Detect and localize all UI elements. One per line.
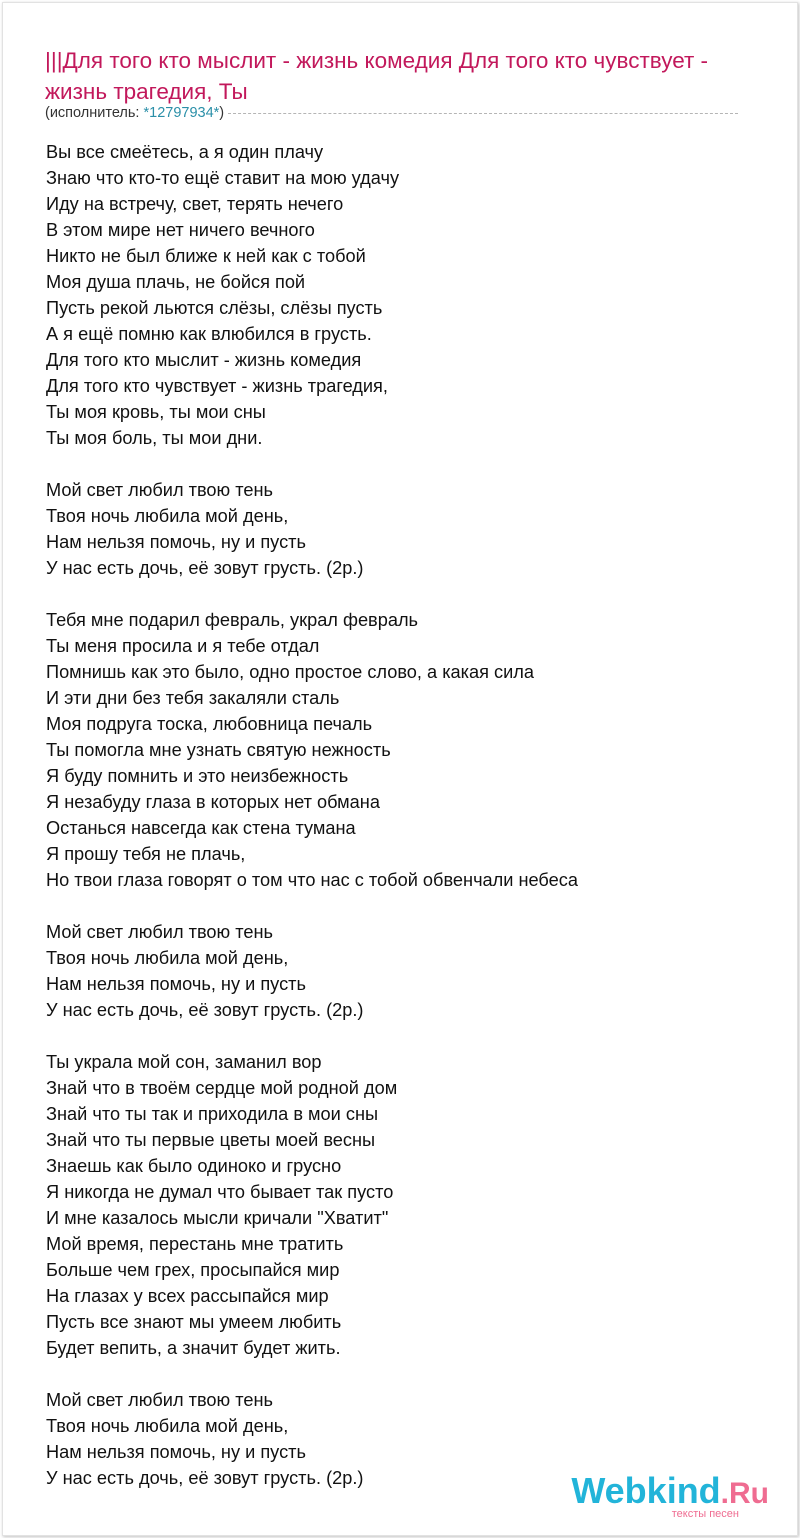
lyric-line: Вы все смеётесь, а я один плачу — [46, 142, 324, 162]
lyric-line: Но твои глаза говорят о том что нас с тобой обвенчали небеса — [46, 870, 578, 890]
lyric-line: И эти дни без тебя закаляли сталь — [46, 688, 340, 708]
lyric-line: Мой свет любил твою тень — [46, 1390, 273, 1410]
lyric-line: У нас есть дочь, её зовут грусть. (2р.) — [46, 1000, 364, 1020]
lyric-line: Нам нельзя помочь, ну и пусть — [46, 974, 306, 994]
lyric-line: Я никогда не думал что бывает так пусто — [46, 1182, 394, 1202]
lyric-line: Знаешь как было одиноко и грусно — [46, 1156, 342, 1176]
artist-link[interactable]: *12797934* — [143, 105, 220, 121]
lyric-line: Ты помогла мне узнать святую нежность — [46, 740, 391, 760]
lyric-line: Больше чем грех, просыпайся мир — [46, 1260, 340, 1280]
dashed-divider — [228, 113, 738, 114]
lyric-line: Твоя ночь любила мой день, — [46, 948, 289, 968]
stanza-gap — [46, 581, 786, 607]
site-watermark — [571, 1471, 769, 1520]
lyric-line: Для того кто мыслит - жизнь комедия — [46, 350, 362, 370]
watermark-tagline: тексты песен — [671, 1508, 739, 1520]
lyric-line: Знай что ты первые цветы моей весны — [46, 1130, 376, 1150]
title-bars: ||| — [45, 48, 63, 73]
lyric-line: Для того кто чувствует - жизнь трагедия, — [46, 376, 388, 396]
lyric-line: Ты моя кровь, ты мои сны — [46, 402, 266, 422]
stanza-gap — [46, 451, 786, 477]
lyric-line: Нам нельзя помочь, ну и пусть — [46, 532, 306, 552]
song-title — [45, 45, 775, 107]
lyric-line: Будет вепить, а значит будет жить. — [46, 1338, 341, 1358]
lyric-line: Знай что ты так и приходила в мои сны — [46, 1104, 379, 1124]
lyric-line: Мой время, перестань мне тратить — [46, 1234, 344, 1254]
lyric-line: Мой свет любил твою тень — [46, 922, 273, 942]
page-frame — [2, 2, 798, 1536]
lyric-line: Моя душа плачь, не бойся пой — [46, 272, 306, 292]
lyric-line: Моя подруга тоска, любовница печаль — [46, 714, 373, 734]
lyric-line: А я ещё помню как влюбился в грусть. — [46, 324, 372, 344]
watermark-logo — [571, 1471, 769, 1514]
lyric-line: На глазах у всех рассыпайся мир — [46, 1286, 329, 1306]
lyric-line: Я буду помнить и это неизбежность — [46, 766, 349, 786]
watermark-tld: .Ru — [720, 1477, 769, 1510]
lyric-line: Ты меня просила и я тебе отдал — [46, 636, 320, 656]
lyric-line: Ты моя боль, ты мои дни. — [46, 428, 263, 448]
lyric-line: Нам нельзя помочь, ну и пусть — [46, 1442, 306, 1462]
lyric-line: Помнишь как это было, одно простое слово, а какая сила — [46, 662, 535, 682]
lyric-line: В этом мире нет ничего вечного — [46, 220, 315, 240]
lyric-line: Мой свет любил твою тень — [46, 480, 273, 500]
lyric-line: У нас есть дочь, её зовут грусть. (2р.) — [46, 1468, 364, 1488]
lyric-line: У нас есть дочь, её зовут грусть. (2р.) — [46, 558, 364, 578]
lyric-line: Пусть все знают мы умеем любить — [46, 1312, 342, 1332]
stanza-gap — [46, 893, 786, 919]
lyric-line: Твоя ночь любила мой день, — [46, 1416, 289, 1436]
lyric-line: Иду на встречу, свет, терять нечего — [46, 194, 344, 214]
lyric-line: Ты украла мой сон, заманил вор — [46, 1052, 322, 1072]
title-text: Для того кто мыслит - жизнь комедия Для того кто чувствует - жизнь трагедия, Ты — [45, 48, 709, 104]
lyric-line: Никто не был ближе к ней как с тобой — [46, 246, 366, 266]
lyric-line: Твоя ночь любила мой день, — [46, 506, 289, 526]
lyric-line: Останься навсегда как стена тумана — [46, 818, 356, 838]
lyric-line: Знаю что кто-то ещё ставит на мою удачу — [46, 168, 400, 188]
stanza-gap — [46, 1361, 786, 1387]
lyric-line: Я прошу тебя не плачь, — [46, 844, 246, 864]
lyric-line: Тебя мне подарил февраль, украл февраль — [46, 610, 419, 630]
stanza-gap — [46, 1023, 786, 1049]
lyric-line: И мне казалось мысли кричали "Хватит" — [46, 1208, 389, 1228]
lyric-line: Я незабуду глаза в которых нет обмана — [46, 792, 380, 812]
artist-line — [45, 105, 775, 121]
lyric-line: Пусть рекой льются слёзы, слёзы пусть — [46, 298, 383, 318]
lyrics-body — [46, 139, 786, 1491]
artist-suffix: ) — [219, 105, 225, 121]
lyric-line: Знай что в твоём сердце мой родной дом — [46, 1078, 398, 1098]
artist-prefix: (исполнитель: — [45, 105, 144, 121]
watermark-brand: Webkind — [571, 1470, 721, 1511]
